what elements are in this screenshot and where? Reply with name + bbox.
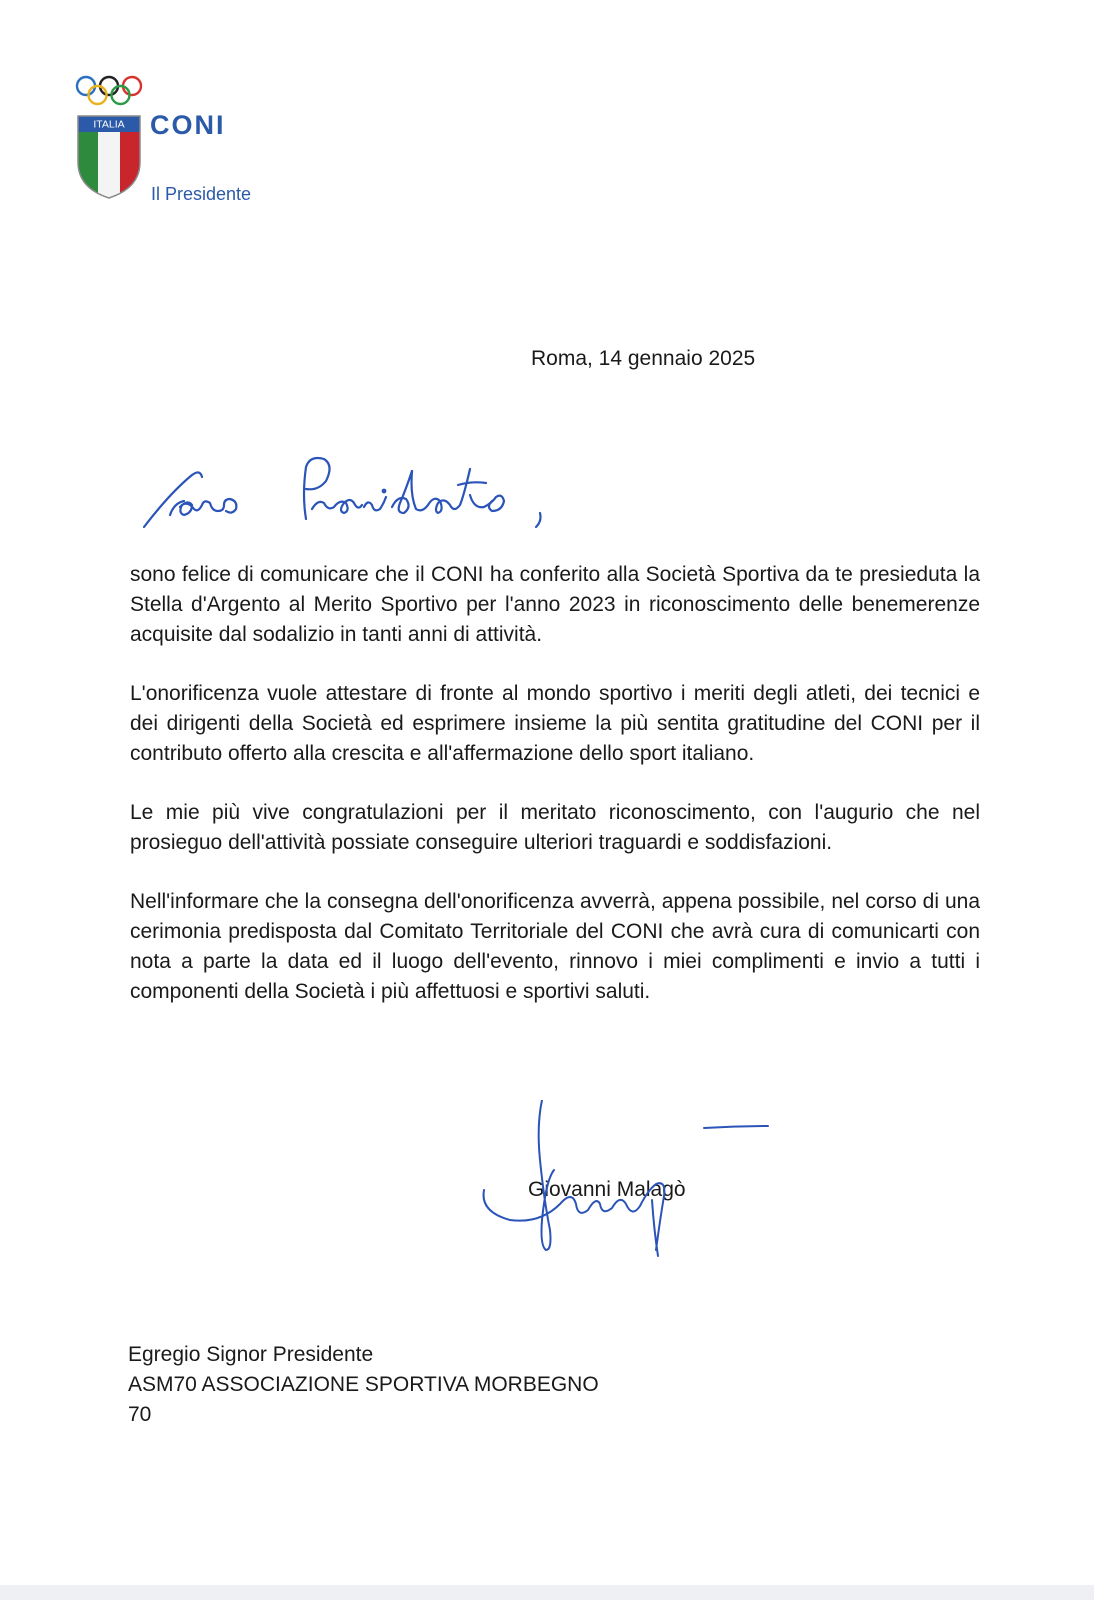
olympic-rings-icon bbox=[74, 74, 144, 110]
italy-shield-icon bbox=[76, 114, 142, 200]
page-bottom-edge bbox=[0, 1585, 1094, 1600]
letter-body bbox=[130, 560, 980, 1036]
paragraph: Le mie più vive congratulazioni per il meritato riconoscimento, con l'augurio che nel prosieguo dell'attività possiate conseguire ulteriori traguardi e soddisfazioni. bbox=[130, 801, 980, 854]
signature-block bbox=[480, 1100, 800, 1290]
letterhead bbox=[74, 72, 314, 212]
org-role: Il Presidente bbox=[151, 184, 252, 204]
recipient-line: 70 bbox=[128, 1403, 152, 1426]
paragraph: sono felice di comunicare che il CONI ha conferito alla Società Sportiva da te presieduta la Stella d'Argento al Merito Sportivo per l'anno 2023 in riconoscimento delle benemerenze acquisite dal sodalizio in tanti anni di attività. bbox=[130, 563, 980, 646]
paragraph: L'onorificenza vuole attestare di fronte al mondo sportivo i meriti degli atleti, dei tecnici e dei dirigenti della Società ed esprimere insieme la più sentita gratitudine del CONI per il contributo offerto alla crescita e all'affermazione dello sport italiano. bbox=[130, 682, 980, 765]
handwritten-signature bbox=[480, 1100, 800, 1290]
paragraph: Nell'informare che la consegna dell'onorificenza avverrà, appena possibile, nel corso di una cerimonia predisposta dal Comitato Territoriale del CONI che avrà cura di comunicarti con nota a parte la data ed il luogo dell'evento, rinnovo i miei complimenti e invio a tutti i componenti della Società i più affettuosi e sportivi saluti. bbox=[130, 890, 980, 1003]
recipient-block bbox=[128, 1340, 599, 1430]
signer-name: Giovanni Malagò bbox=[528, 1178, 686, 1201]
recipient-line: Egregio Signor Presidente bbox=[128, 1343, 374, 1366]
handwritten-salutation bbox=[140, 455, 580, 545]
recipient-line: ASM70 ASSOCIAZIONE SPORTIVA MORBEGNO bbox=[128, 1373, 599, 1396]
date-line: Roma, 14 gennaio 2025 bbox=[531, 347, 756, 370]
org-name: CONI bbox=[150, 110, 226, 140]
shield-text: ITALIA bbox=[93, 118, 125, 131]
